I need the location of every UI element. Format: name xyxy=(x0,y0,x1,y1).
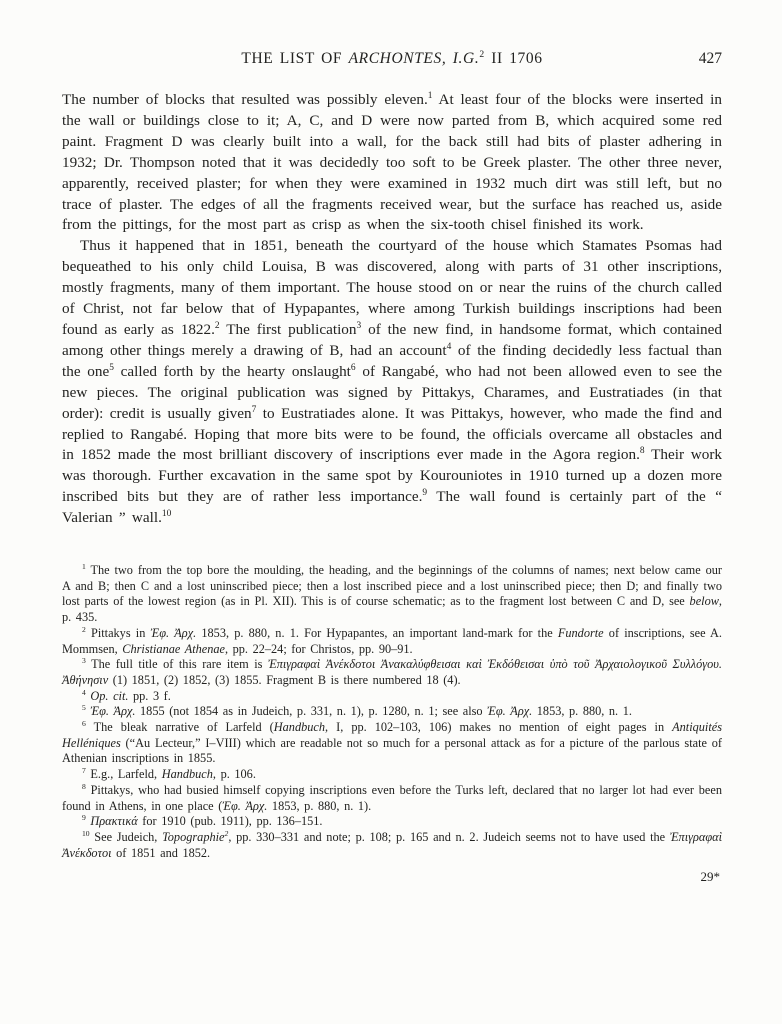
footnote: $^8$ Pittakys, who had busied himself copying inscriptions even before the Turks left, declared that no larger lot had ever been found in Athens, in one place (Ἐφ. Ἀρχ. 1853, p. 880, n. 1). xyxy=(62,781,722,813)
running-head-title: THE LIST OF ARCHONTES, I.G.$^2$ II 1706 xyxy=(241,48,543,67)
body-paragraph: Thus it happened that in 1851, beneath the courtyard of the house which Stamates Psomas had bequeathed to his only child Louisa, B was discovered, along with parts of 31 other inscriptions, mostly fragments, many of them important. The house stood on or near the ruins of the church called of Christ, not far below that of Hypapantes, where among Turkish buildings inscriptions had been found as early as 1822.$^2$ The first publication$^3$ of the new find, in handsome format, which contained among other things merely a drawing of B, had an account$^4$ of the finding decidedly less factual than the one$^5$ called forth by the hearty onslaught$^6$ of Rangabé, who had not been allowed even to see the new pieces. The original publication was signed by Pittakys, Charames, and Eustratiades (in that order): credit is usually given$^7$ to Eustratiades alone. It was Pittakys, however, who made the find and replied to Rangabé. Hoping that more bits were to be found, the officials overcame all obstacles and in 1852 made the most brilliant discovery of inscriptions ever made in the Agora region.$^8$ Their work was thorough. Further excavation in the same spot by Kourouniotes in 1910 turned up a dozen more inscribed bits but they are of rather less importance.$^9$ The wall found is certainly part of the “ Valerian ” wall.$^{10}$ xyxy=(62,237,723,527)
page-header xyxy=(62,50,722,72)
footnotes-section xyxy=(62,563,722,861)
footnote: $^6$ The bleak narrative of Larfeld (Handbuch, I, pp. 102–103, 106) makes no mention of eight pages in Antiquités Helléniques (“Au Lecteur,” I–VIII) which are readable not so much for a personal attack as for a picture of the parlous state of Athenian inscriptions in 1855. xyxy=(62,718,722,766)
footnote: $^7$ E.g., Larfeld, Handbuch, p. 106. xyxy=(82,766,256,782)
footnote: $^1$ The two from the top bore the moulding, the heading, and the beginnings of the columns of names; next below came our A and B; then C and a lost uninscribed piece; then a lost inscribed piece and a lost uninscribed piece; then D; and finally two lost parts of the lowest region (as in Pl. XII). This is of course schematic; as to the fragment lost between C and D, see below, p. 435. xyxy=(62,561,722,625)
footnote: $^5$ Ἐφ. Ἀρχ. 1855 (not 1854 as in Judeich, p. 331, n. 1), p. 1280, n. 1; see also Ἐφ. Ἀρχ. 1853, p. 880, n. 1. xyxy=(82,703,632,719)
footnote: $^4$ Op. cit. pp. 3 f. xyxy=(82,687,171,703)
footnote: $^9$ Πρακτικά for 1910 (pub. 1911), pp. 136–151. xyxy=(82,813,323,829)
signature-mark: 29* xyxy=(700,869,720,885)
body-paragraph: The number of blocks that resulted was possibly eleven.$^1$ At least four of the blocks were inserted in the wall or buildings close to it; A, C, and D were now parted from B, which acquired some red paint. Fragment D was clearly built into a wall, for the back still had bits of plaster adhering in 1932; Dr. Thompson noted that it was decidedly too soft to be Greek plaster. The other three never, apparently, received plaster; for when they were examined in 1932 much dirt was still left, but no trace of plaster. The edges of all the fragments received wear, but the surface has reached us, aside from the pittings, for the most part as crisp as when the six-tooth chisel finished its work. xyxy=(62,90,722,234)
body-text xyxy=(62,90,722,529)
footnote: $^3$ The full title of this rare item is Ἐπιγραφαὶ Ἀνέκδοτοι Ἀνακαλύφθεισαι καὶ Ἐκδόθεισαι ὑπὸ τοῦ Ἀρχαιολογικοῦ Συλλόγου. Ἀθήνησιν (1) 1851, (2) 1852, (3) 1855. Fragment B is there numbered 18 (4). xyxy=(62,656,722,687)
footnote: $^2$ Pittakys in Ἐφ. Ἀρχ. 1853, p. 880, n. 1. For Hypapantes, an important land-mark for the Fundorte of inscriptions, see A. Mommsen, Christianae Athenae, pp. 22–24; for Christos, pp. 90–91. xyxy=(62,624,723,656)
page-footer xyxy=(62,869,722,885)
footnote: $^{10}$ See Judeich, Topographie$^2$, pp. 330–331 and note; p. 108; p. 165 and n. 2. Judeich seems not to have used the Ἐπιγραφαὶ Ἀνέκδοτοι of 1851 and 1852. xyxy=(62,828,723,860)
page-number: 427 xyxy=(698,50,722,67)
